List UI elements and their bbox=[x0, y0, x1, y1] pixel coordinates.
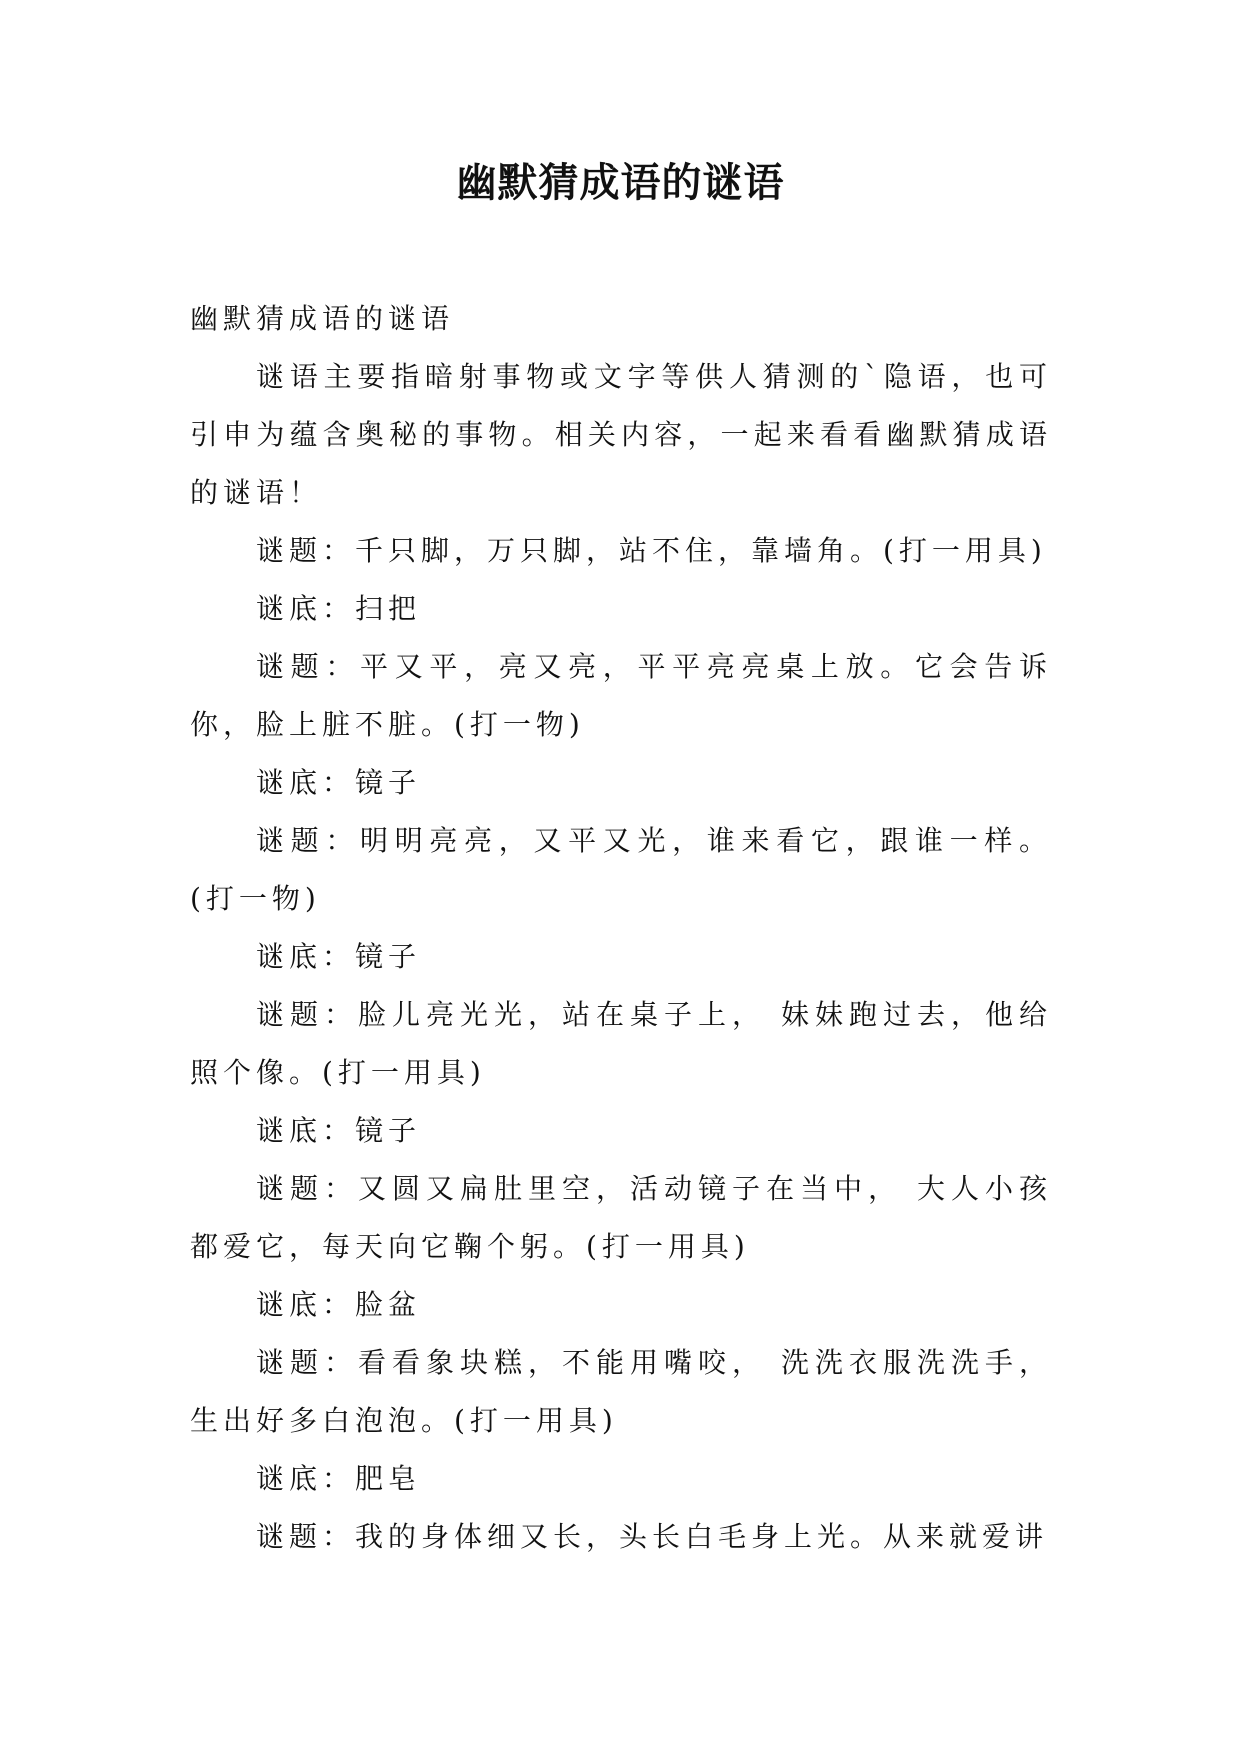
document-subtitle: 幽默猜成语的谜语 bbox=[190, 302, 455, 335]
intro-paragraph: 谜语主要指暗射事物或文字等供人猜测的`隐语，也可引申为蕴含奥秘的事物。相关内容，一起来看看幽默猜成语的谜语！ bbox=[190, 360, 1052, 509]
document-title: 幽默猜成语的谜语 bbox=[456, 159, 785, 206]
riddle-question: 谜题：又圆又扁肚里空，活动镜子在当中， 大人小孩都爱它，每天向它鞠个躬。(打一用具) bbox=[190, 1172, 1052, 1263]
riddle-answer: 谜底：肥皂 bbox=[256, 1462, 422, 1495]
riddle-question: 谜题：明明亮亮，又平又光，谁来看它，跟谁一样。 (打一物) bbox=[190, 824, 1052, 915]
riddle-answer: 谜底：镜子 bbox=[256, 766, 422, 799]
riddle-question: 谜题：我的身体细又长，头长白毛身上光。从来就爱讲 bbox=[256, 1520, 1049, 1553]
riddle-question: 谜题：脸儿亮光光，站在桌子上， 妹妹跑过去，他给照个像。(打一用具) bbox=[190, 998, 1052, 1089]
riddle-answer: 谜底：镜子 bbox=[256, 940, 422, 973]
riddle-question: 谜题：看看象块糕，不能用嘴咬， 洗洗衣服洗洗手，生出好多白泡泡。(打一用具) bbox=[190, 1346, 1052, 1437]
riddle-question: 谜题：千只脚，万只脚，站不住，靠墙角。(打一用具) bbox=[256, 534, 1047, 567]
riddle-answer: 谜底：脸盆 bbox=[256, 1288, 422, 1321]
riddle-question: 谜题：平又平，亮又亮，平平亮亮桌上放。它会告诉你，脸上脏不脏。(打一物) bbox=[190, 650, 1052, 741]
riddle-answer: 谜底：扫把 bbox=[256, 592, 422, 625]
riddle-answer: 谜底：镜子 bbox=[256, 1114, 422, 1147]
document-body bbox=[190, 290, 1052, 1566]
